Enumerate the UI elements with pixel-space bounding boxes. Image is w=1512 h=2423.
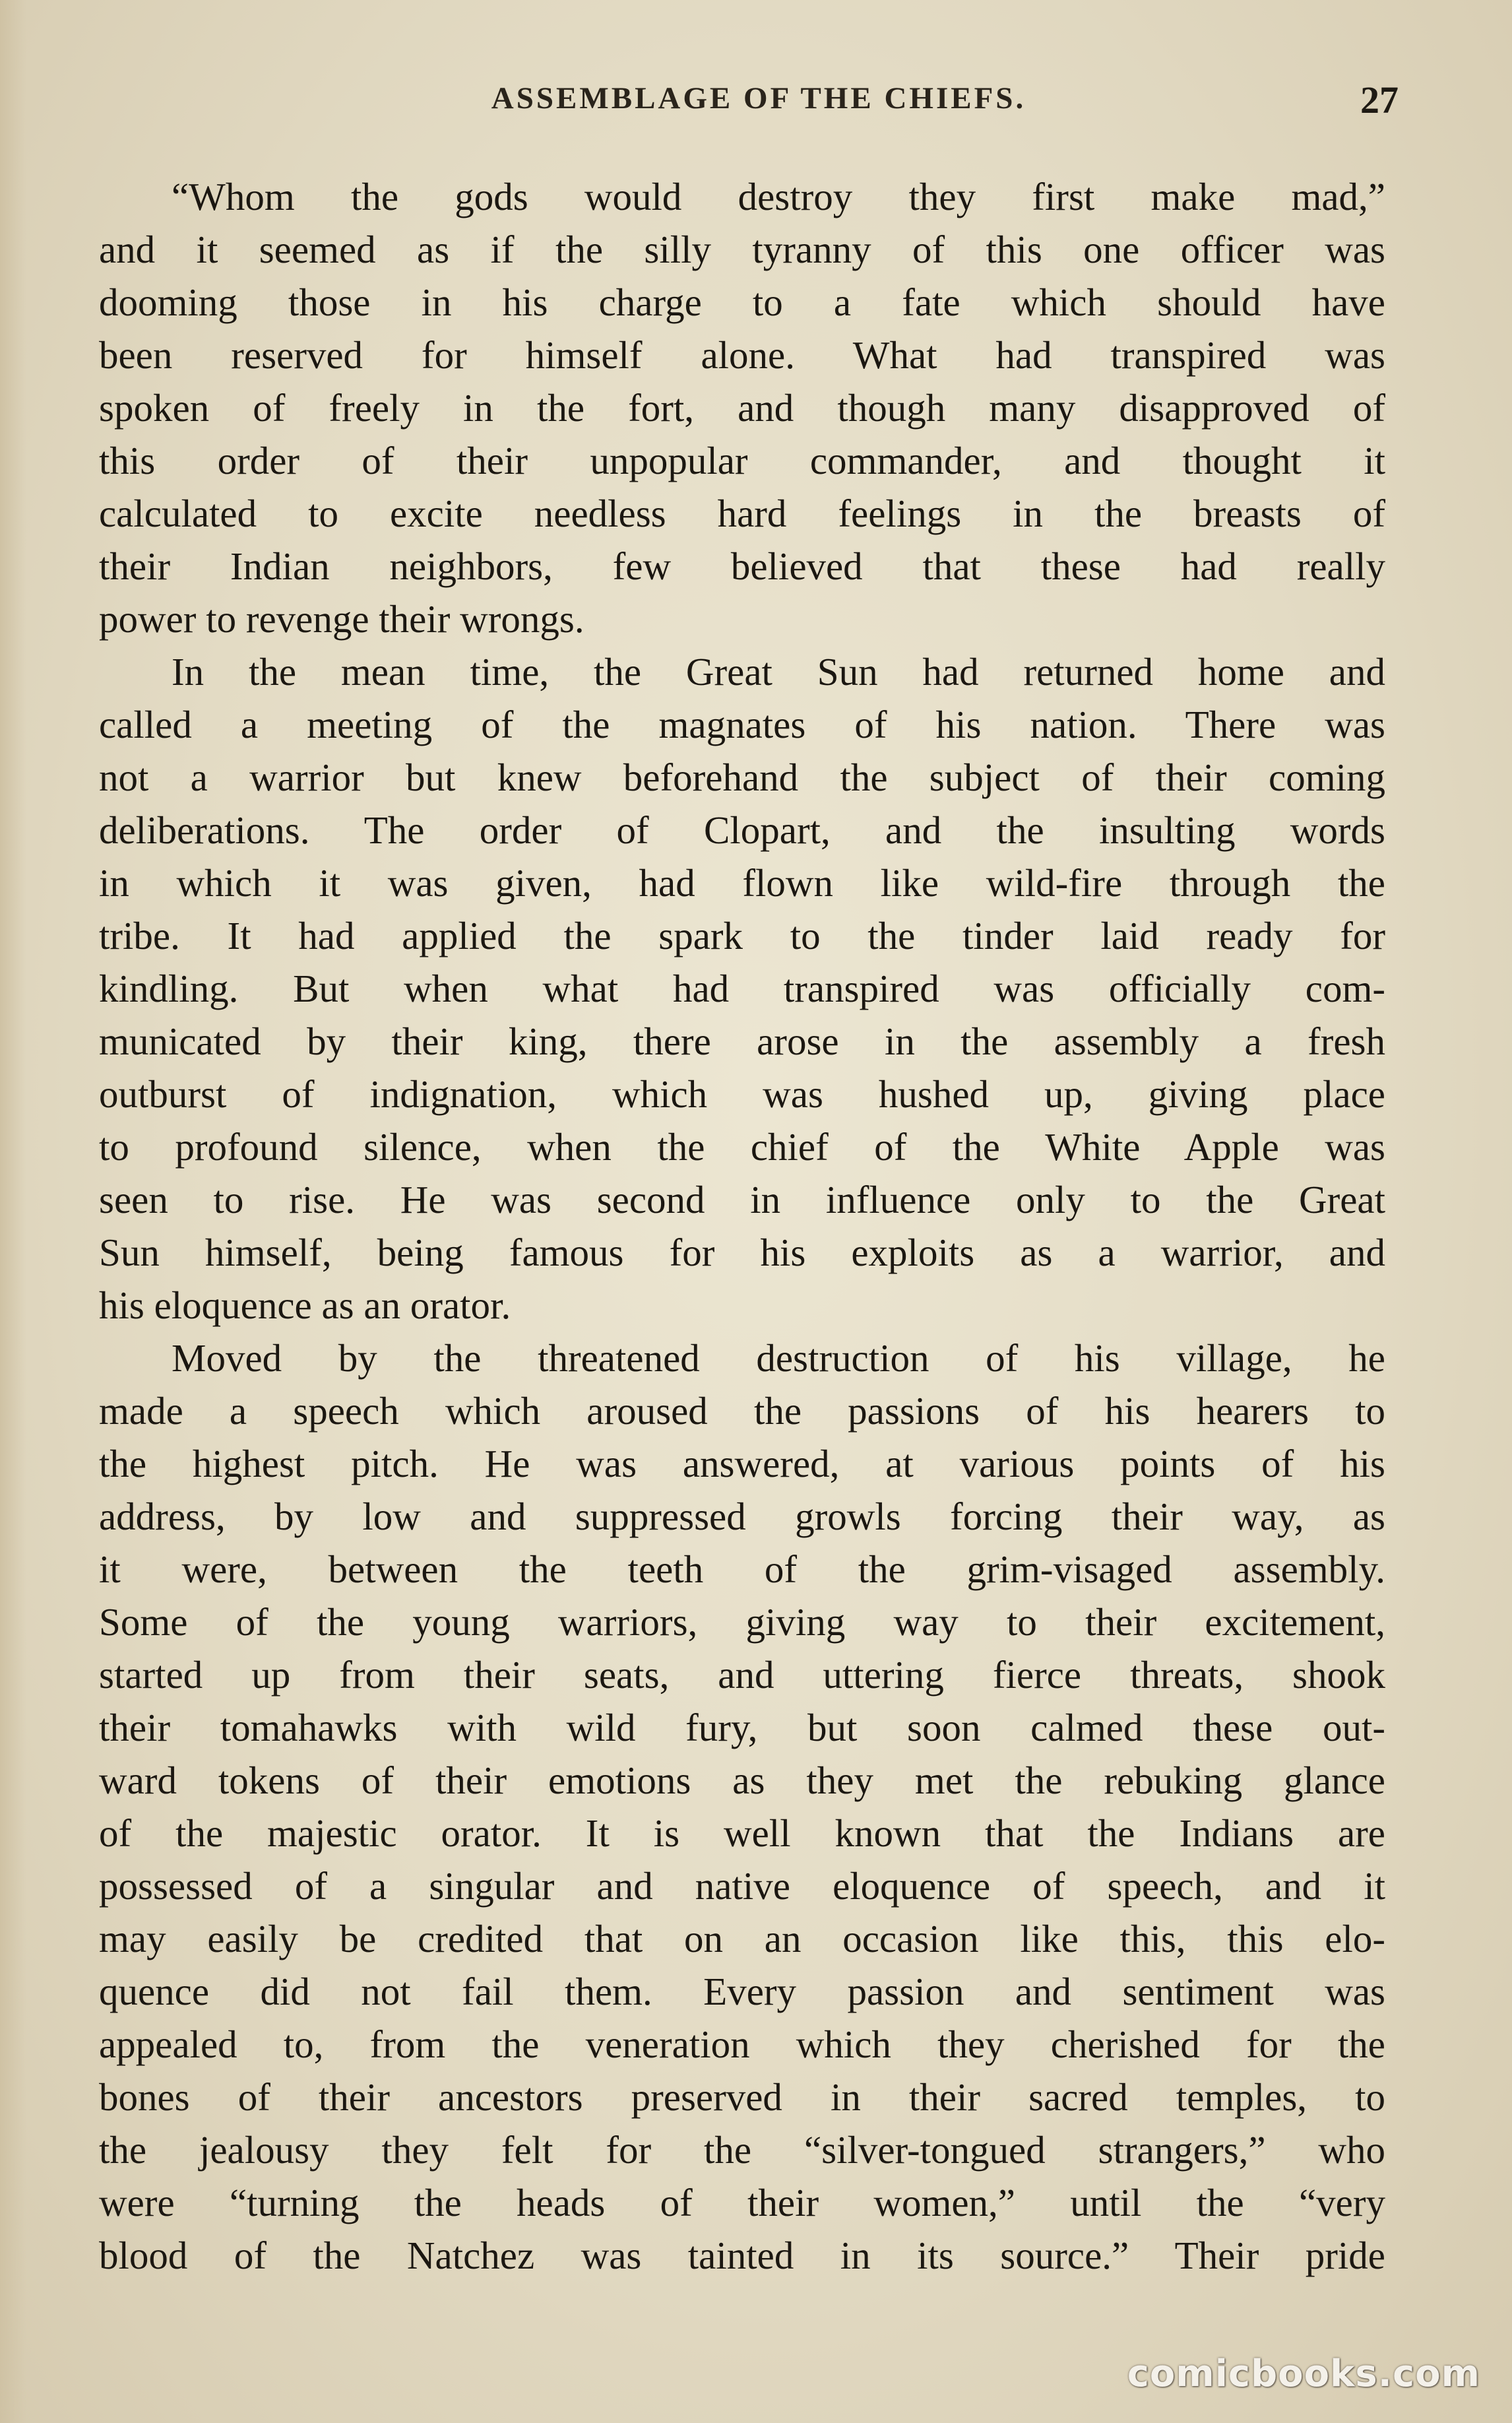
text-line: kindling. But when what had transpired was officially com- [99, 967, 1385, 1010]
text-line: may easily be credited that on an occasion like this, this elo- [99, 1917, 1385, 1960]
text-line: their tomahawks with wild fury, but soon calmed these out- [99, 1706, 1385, 1749]
text-line: Some of the young warriors, giving way to their excitement, [99, 1600, 1385, 1644]
page-number: 27 [1360, 79, 1399, 121]
text-line: spoken of freely in the fort, and though many disapproved of [99, 386, 1385, 430]
watermark: comicbooks.com [1127, 2352, 1480, 2395]
text-line: of the majestic orator. It is well known that the Indians are [99, 1811, 1385, 1855]
text-line: power to revenge their wrongs. [99, 597, 584, 641]
text-line: started up from their seats, and uttering fierce threats, shook [99, 1653, 1385, 1696]
body-text [99, 170, 1385, 2282]
text-line: were “turning the heads of their women,” until the “very [99, 2181, 1385, 2224]
text-line: tribe. It had applied the spark to the tinder laid ready for [99, 914, 1385, 957]
text-line: deliberations. The order of Clopart, and the insulting words [99, 808, 1385, 852]
text-line: outburst of indignation, which was hushed up, giving place [99, 1072, 1385, 1116]
text-line: quence did not fail them. Every passion and sentiment was [99, 1970, 1385, 2013]
text-line: blood of the Natchez was tainted in its source.” Their pride [99, 2234, 1385, 2277]
text-line: appealed to, from the veneration which they cherished for the [99, 2022, 1385, 2066]
text-line: called a meeting of the magnates of his nation. There was [99, 703, 1385, 746]
text-line: possessed of a singular and native eloquence of speech, and it [99, 1864, 1385, 1908]
text-line: calculated to excite needless hard feelings in the breasts of [99, 492, 1385, 535]
text-line: Moved by the threatened destruction of his village, he [172, 1336, 1385, 1380]
text-line: been reserved for himself alone. What had transpired was [99, 333, 1385, 377]
running-title: ASSEMBLAGE OF THE CHIEFS. [491, 81, 1026, 115]
text-line: address, by low and suppressed growls forcing their way, as [99, 1495, 1385, 1538]
running-head [119, 78, 1399, 131]
text-line: In the mean time, the Great Sun had returned home and [172, 650, 1385, 694]
text-line: seen to rise. He was second in influence only to the Great [99, 1178, 1385, 1221]
text-line: made a speech which aroused the passions of his hearers to [99, 1389, 1385, 1433]
text-line: not a warrior but knew beforehand the subject of their coming [99, 756, 1385, 799]
text-line: Sun himself, being famous for his exploits as a warrior, and [99, 1231, 1385, 1274]
text-line: in which it was given, had flown like wild-fire through the [99, 861, 1385, 905]
text-line: ward tokens of their emotions as they met the rebuking glance [99, 1759, 1385, 1802]
text-line: it were, between the teeth of the grim-visaged assembly. [99, 1547, 1385, 1591]
text-line: dooming those in his charge to a fate which should have [99, 280, 1385, 324]
text-line: municated by their king, there arose in the assembly a fresh [99, 1019, 1385, 1063]
text-line: “Whom the gods would destroy they first make mad,” [172, 175, 1385, 218]
text-line: the jealousy they felt for the “silver-tongued strangers,” who [99, 2128, 1385, 2172]
text-line: their Indian neighbors, few believed that these had really [99, 544, 1385, 588]
text-line: this order of their unpopular commander, and thought it [99, 439, 1385, 482]
text-line: the highest pitch. He was answered, at various points of his [99, 1442, 1385, 1485]
text-line: to profound silence, when the chief of the White Apple was [99, 1125, 1385, 1169]
text-line: and it seemed as if the silly tyranny of this one officer was [99, 228, 1385, 271]
text-line: his eloquence as an orator. [99, 1283, 511, 1327]
text-line: bones of their ancestors preserved in their sacred temples, to [99, 2075, 1385, 2119]
page-edge-shadow [0, 0, 26, 2423]
